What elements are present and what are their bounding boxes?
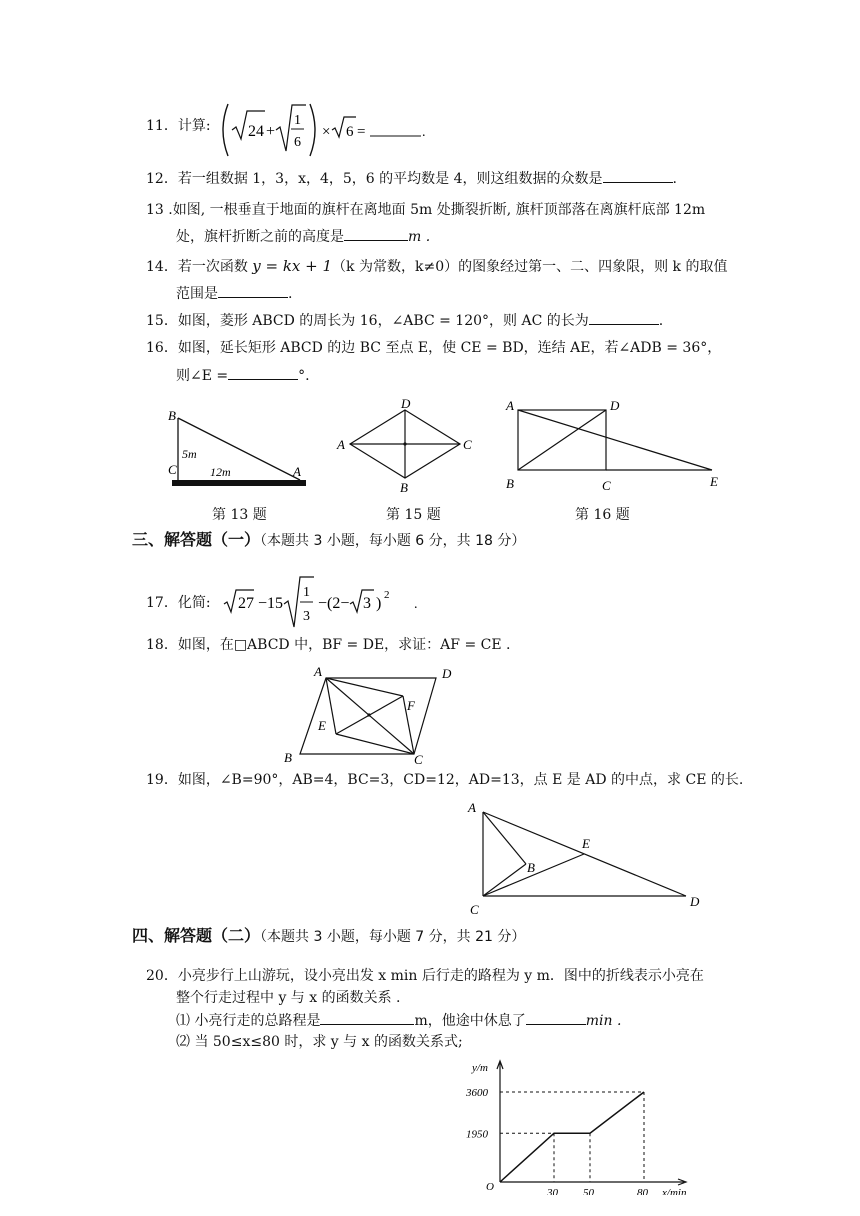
svg-text:B: B [506, 476, 514, 491]
question-13: 13 .如图, 一根垂直于地面的旗杆在离地面 5m 处撕裂折断, 旗杆顶部落在离旗杆底部 12m [146, 202, 706, 218]
x-axis-label: x/min [662, 1187, 687, 1195]
figure-15-caption: 第 15 题 [386, 507, 441, 523]
svg-text:F: F [407, 698, 415, 713]
svg-text:A: A [314, 664, 322, 679]
question-16: 16．如图，延长矩形 ABCD 的边 BC 至点 E，使 CE = BD，连结 AE，若∠ADB = 36°， [146, 340, 722, 356]
svg-text:E: E [318, 718, 326, 733]
answer-blank[interactable] [344, 226, 408, 241]
svg-text:E: E [582, 836, 590, 851]
origin-label: O [486, 1181, 494, 1193]
answer-blank[interactable] [218, 283, 288, 298]
svg-text:2: 2 [384, 589, 390, 601]
question-14-line2: 范围是 . [176, 283, 292, 304]
question-17-expression [220, 572, 430, 634]
question-18: 18．如图，在□ABCD 中，BF = DE，求证：AF = CE . [146, 637, 511, 653]
svg-text:27: 27 [238, 595, 254, 612]
figure-19 [460, 798, 710, 918]
figure-16 [502, 396, 732, 496]
svg-text:×: × [322, 124, 331, 140]
series-line [500, 1092, 644, 1182]
svg-text:5m: 5m [182, 447, 197, 461]
svg-text:B: B [168, 408, 176, 423]
figure-13 [160, 400, 320, 495]
x-tick-label: 30 [547, 1187, 558, 1195]
svg-text:1: 1 [303, 585, 310, 600]
svg-text:24: 24 [248, 123, 264, 140]
svg-text:3: 3 [363, 595, 371, 612]
svg-text:A: A [468, 800, 476, 815]
svg-text:E: E [710, 474, 718, 489]
question-11-expression [218, 100, 438, 160]
question-13-line2: 处，旗杆折断之前的高度是 m . [176, 226, 430, 247]
svg-text:B: B [400, 480, 408, 495]
svg-text:6: 6 [346, 124, 354, 140]
svg-text:3: 3 [303, 609, 310, 624]
y-tick-label: 1950 [466, 1128, 488, 1141]
svg-text:A: A [337, 437, 345, 452]
section-4-heading: 四、解答题（二）（本题共 3 小题，每小题 7 分，共 21 分） [132, 926, 526, 945]
x-tick-label: 80 [637, 1187, 648, 1195]
answer-blank[interactable] [589, 310, 659, 325]
question-14: 14．若一次函数 y = kx + 1（k 为常数，k≠0）的图象经过第一、二、四象限，则 k 的取值 [146, 257, 728, 275]
svg-text:B: B [284, 750, 292, 765]
svg-text:): ) [376, 595, 382, 612]
question-15: 15．如图，菱形 ABCD 的周长为 16，∠ABC = 120°，则 AC 的长为 . [146, 310, 663, 331]
question-17: 17．化简: [146, 595, 211, 611]
question-11: 11．计算: [146, 118, 211, 134]
figure-18 [280, 662, 460, 768]
svg-text:C: C [470, 902, 479, 917]
svg-text:1: 1 [294, 113, 301, 128]
answer-blank[interactable] [526, 1010, 586, 1025]
question-19: 19．如图，∠B=90°，AB=4，BC=3，CD=12，AD=13，点 E 是 AD 的中点，求 CE 的长. [146, 772, 744, 788]
question-20-part1: ⑴ 小亮行走的总路程是 m，他途中休息了 min . [176, 1010, 621, 1031]
distance-time-chart [462, 1055, 702, 1195]
answer-blank[interactable] [228, 365, 298, 380]
y-axis-label: y/m [472, 1062, 488, 1074]
svg-text:D: D [442, 666, 452, 681]
svg-text:D: D [690, 894, 700, 909]
svg-text:C: C [463, 437, 472, 452]
svg-text:−(2−: −(2− [318, 595, 350, 612]
svg-text:A: A [506, 398, 514, 413]
svg-text:C: C [414, 752, 423, 767]
question-16-line2: 则∠E = °. [176, 365, 310, 386]
svg-text:C: C [168, 462, 177, 477]
answer-blank[interactable] [603, 168, 673, 183]
svg-text:C: C [602, 478, 611, 493]
svg-text:D: D [401, 396, 411, 411]
answer-blank[interactable] [320, 1010, 414, 1025]
question-20-part2: ⑵ 当 50≤x≤80 时，求 y 与 x 的函数关系式; [176, 1034, 463, 1050]
x-tick-label: 50 [583, 1187, 594, 1195]
figure-16-caption: 第 16 题 [575, 507, 630, 523]
figure-15 [335, 396, 480, 496]
svg-text:+: + [266, 123, 276, 140]
svg-text:D: D [610, 398, 620, 413]
svg-text:12m: 12m [210, 465, 231, 479]
svg-text:.: . [422, 125, 426, 140]
question-20: 20．小亮步行上山游玩，设小亮出发 x min 后行走的路程为 y m．图中的折线表示小亮在 [146, 968, 704, 984]
svg-text:−15: −15 [258, 595, 284, 612]
svg-text:=: = [357, 124, 366, 140]
y-tick-label: 3600 [466, 1087, 488, 1099]
svg-text:6: 6 [294, 135, 301, 150]
svg-text:B: B [527, 860, 535, 875]
question-20-line2: 整个行走过程中 y 与 x 的函数关系 . [176, 990, 401, 1006]
question-12: 12．若一组数据 1，3，x，4，5，6 的平均数是 4，则这组数据的众数是 . [146, 168, 677, 189]
svg-text:.: . [414, 597, 418, 612]
section-3-heading: 三、解答题（一）（本题共 3 小题，每小题 6 分，共 18 分） [132, 530, 526, 549]
svg-text:A: A [293, 464, 301, 479]
figure-13-caption: 第 13 题 [212, 507, 267, 523]
